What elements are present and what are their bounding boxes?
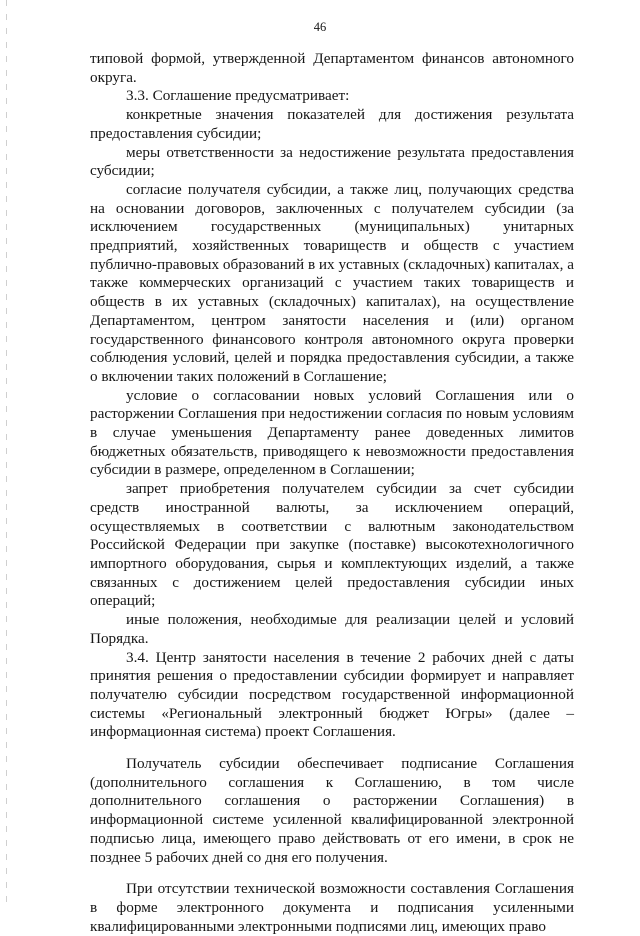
scan-edge-artifact [6, 0, 7, 905]
paragraph-3-3-heading: 3.3. Соглашение предусматривает: [126, 87, 350, 105]
paragraph-new-conditions: условие о согласовании новых условий Соглашения или о расторжении Соглашения при недостижении согласия по новым условиям в случае уменьшения Департаменту ранее доведенных лимитов бюджетных обязательств, приводящего к невозможности предоставления субсидии в размере, определенном в Соглашении; [90, 386, 574, 479]
paragraph-consent: согласие получателя субсидии, а также лиц, получающих средства на основании договоров, заключенных с получателем субсидии (за исключением государственных (муниципальных) унитарных предприятий, хозяйственных товариществ и обществ с участием публично-правовых образований в их уставных (складочных) капиталах, а также коммерческих организаций с участием таких товариществ и обществ в их уставных (складочных) капиталах), на осуществление Департаментом, центром занятости населения и (или) органом государственного финансового контроля автономного округа проверки соблюдения условий, целей и порядка предоставления субсидии, а также о включении таких положений в Соглашение; [90, 180, 574, 385]
paragraph-currency-ban: запрет приобретения получателем субсидии за счет субсидии средств иностранной валюты, за исключением операций, осуществляемых в соответствии с валютным законодательством Российской Федерации при закупке (поставке) высокотехнологичного импортного оборудования, сырья и комплектующих изделий, а также связанных с достижением целей предоставления субсидии иных операций; [90, 480, 574, 610]
paragraph-other-provisions: иные положения, необходимые для реализации целей и условий Порядка. [90, 611, 574, 647]
page-number: 46 [313, 20, 327, 34]
paragraph-3-4: 3.4. Центр занятости населения в течение 2 рабочих дней с даты принятия решения о предоставлении субсидии формирует и направляет получателю субсидии посредством государственной информационной системы «Региональный электронный бюджет Югры» (далее – информационная система) проект Соглашения. [90, 648, 574, 741]
paragraph-continuation: типовой формой, утвержденной Департаментом финансов автономного округа. [90, 50, 574, 86]
paragraph-no-technical-possibility: При отсутствии технической возможности составления Соглашения в форме электронного документа и подписания усиленными квалифицированными электронными подписями лиц, имеющих право [90, 880, 574, 935]
paragraph-responsibility: меры ответственности за недостижение результата предоставления субсидии; [90, 143, 574, 180]
paragraph-signing: Получатель субсидии обеспечивает подписание Соглашения (дополнительного соглашения к Соглашению, в том числе дополнительного соглашения о расторжении Соглашения) в информационной системе усиленной квалифицированной электронной подписью лица, имеющего право действовать от его имени, в срок не позднее 5 рабочих дней со дня его получения. [90, 755, 574, 866]
paragraph-indicators: конкретные значения показателей для достижения результата предоставления субсидии; [90, 106, 574, 142]
document-body [90, 50, 574, 936]
